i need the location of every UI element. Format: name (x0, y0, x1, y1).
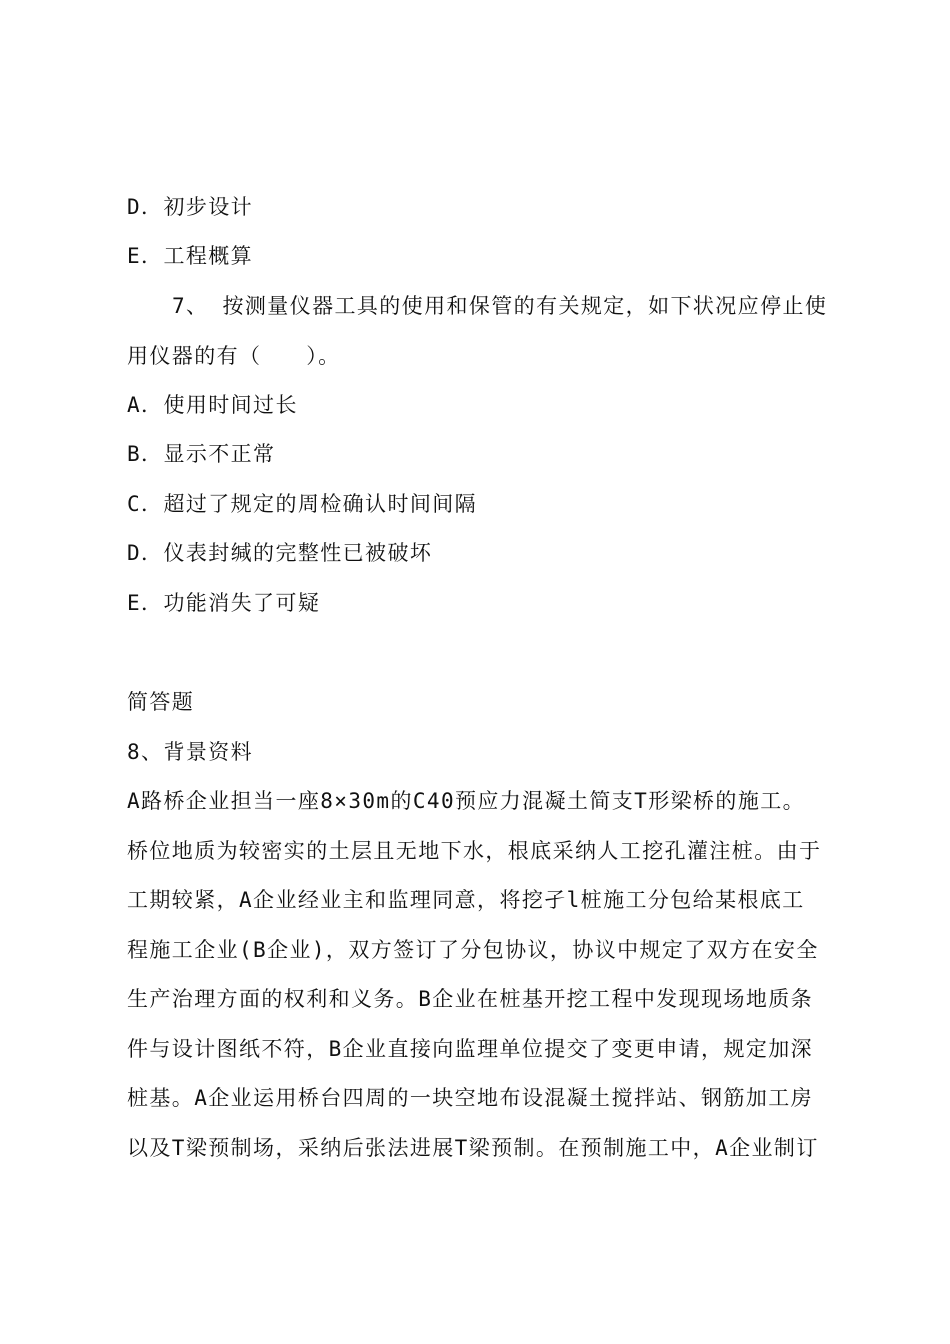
question-8-paragraph-line: 桩基。A企业运用桥台四周的一块空地布设混凝土搅拌站、钢筋加工房 (127, 1086, 814, 1110)
question-8-paragraph-line: 程施工企业(B企业)，双方签订了分包协议，协议中规定了双方在安全 (127, 938, 819, 962)
question-7-option-e: E．功能消失了可疑 (127, 591, 321, 615)
question-8-paragraph-line: 工期较紧，A企业经业主和监理同意，将挖孑l桩施工分包给某根底工 (127, 888, 805, 912)
question-8-paragraph-line: 件与设计图纸不符，B企业直接向监理单位提交了变更申请，规定加深 (127, 1037, 814, 1061)
question-7-option-b: B．显示不正常 (127, 442, 276, 466)
question-7-option-a: A．使用时间过长 (127, 393, 298, 417)
question-8-paragraph-line: 以及T梁预制场，采纳后张法进展T梁预制。在预制施工中，A企业制订 (127, 1136, 819, 1160)
question-7-option-d: D．仪表封缄的完整性已被破坏 (127, 541, 433, 565)
question-8-paragraph-line: 桥位地质为较密实的土层且无地下水，根底采纳人工挖孔灌注桩。由于 (127, 839, 822, 863)
option-d-preliminary-design: D．初步设计 (127, 195, 254, 219)
question-7-text-line2: 用仪器的有（ ）。 (127, 344, 341, 368)
question-7-text-line1: 7、 按测量仪器工具的使用和保管的有关规定，如下状况应停止使 (172, 294, 828, 318)
question-8-paragraph-line: A路桥企业担当一座8×30m的C40预应力混凝土简支T形梁桥的施工。 (127, 789, 806, 813)
question-8-heading: 8、背景资料 (127, 740, 254, 764)
section-title-short-answer: 简答题 (127, 690, 195, 714)
question-8-paragraph-line: 生产治理方面的权利和义务。B企业在桩基开挖工程中发现现场地质条 (127, 987, 814, 1011)
option-e-project-estimate: E．工程概算 (127, 244, 254, 268)
question-7-option-c: C．超过了规定的周检确认时间间隔 (127, 492, 478, 516)
